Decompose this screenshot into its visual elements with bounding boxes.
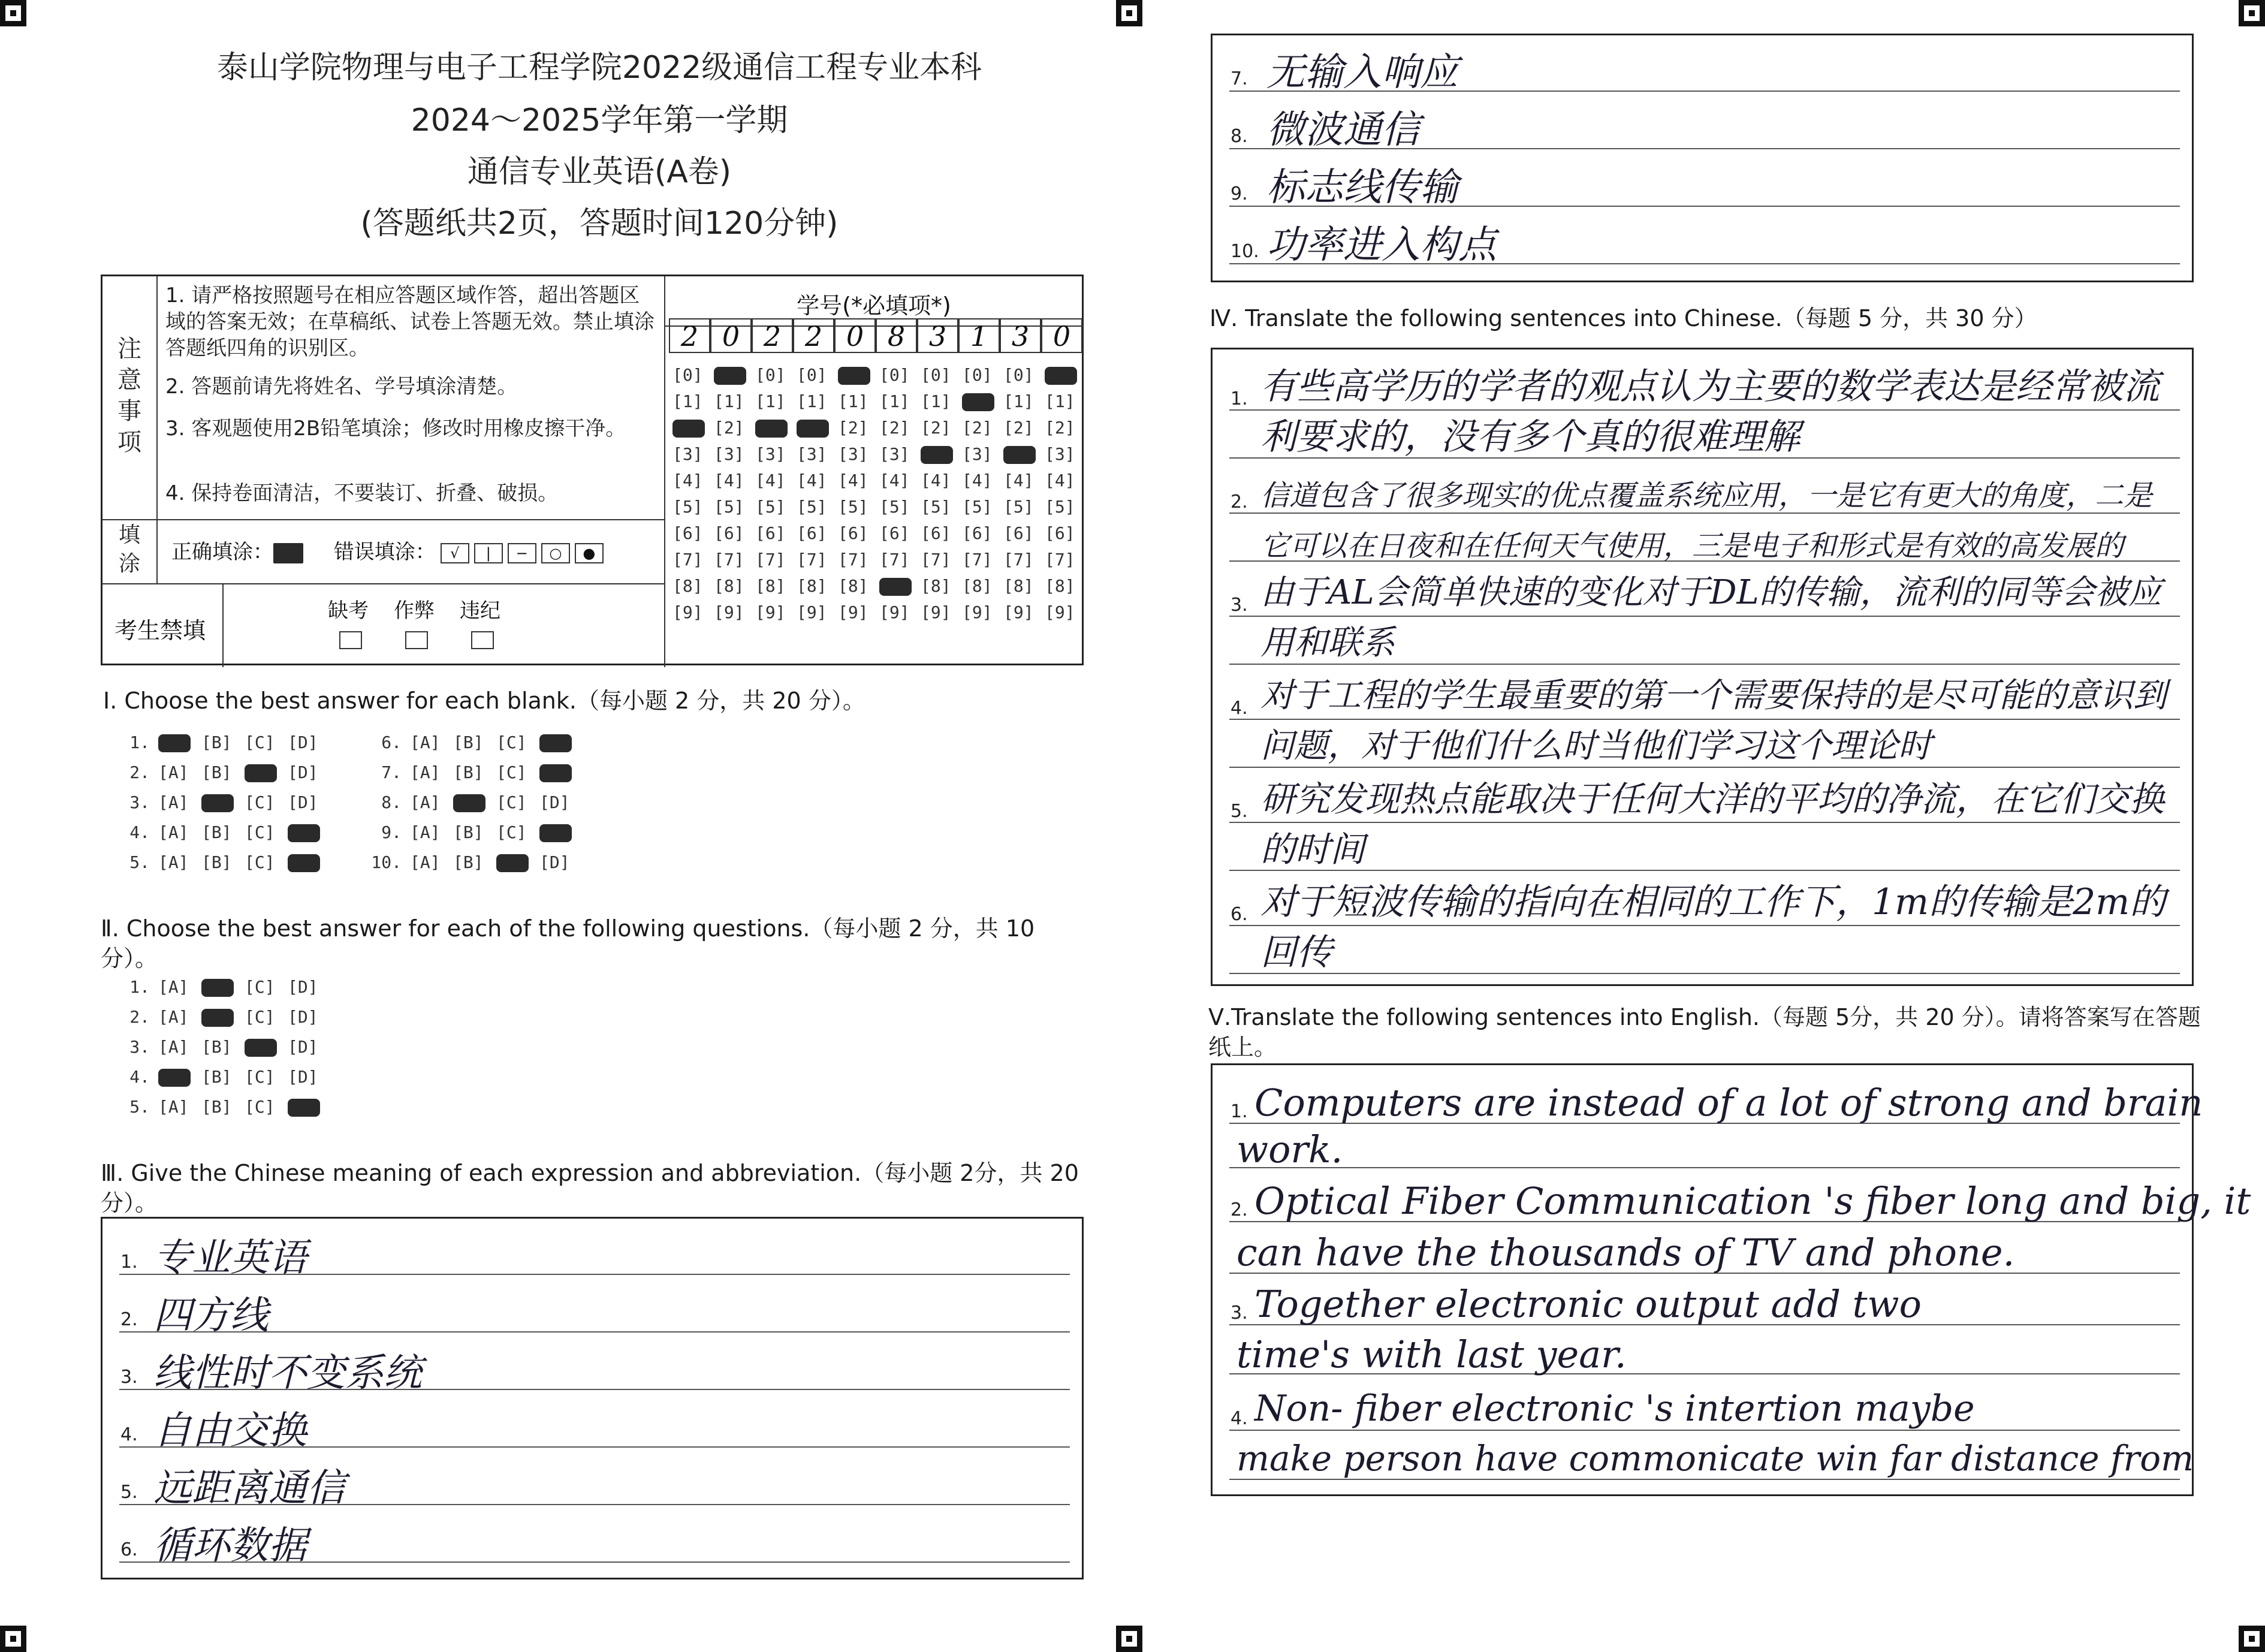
question-number: 4. [129,822,150,842]
section5-answer-box: 1. 2. 3. 4. Computers are instead of a lot of strong and brain work. Optical Fiber Communication 's fiber long and big, it can have the thousands of TV and phone. Together electronic output add two time's with last year. Non- fiber electronic 's intertion maybe make person have commonicate win far distance from [1211,1063,2194,1496]
answer-bubble[interactable]: [C] [245,792,275,812]
s1-question-row [114,792,331,812]
student-id-bubble[interactable]: [3] [714,444,744,464]
s3-answer-6: 循环数据 [153,1524,307,1568]
student-id-bubble[interactable]: [5] [755,497,786,517]
bubble-fill [496,854,529,872]
student-id-bubble[interactable]: [5] [1003,497,1034,517]
question-number: 5. [129,852,150,872]
student-id-bubble[interactable]: [5] [714,497,744,517]
student-id-bubble[interactable]: [4] [962,471,993,490]
answer-bubble-filled[interactable] [539,732,583,752]
s5-answer-3-line1: Together electronic output add two [1254,1282,1922,1326]
wrong-sample-circle: ○ [541,543,570,563]
student-id-digit-cell[interactable]: 0 [1041,318,1082,353]
answer-bubble[interactable]: [B] [201,1067,232,1087]
student-id-bubble[interactable]: [5] [838,497,868,517]
answer-bubble-filled[interactable] [539,822,583,842]
answer-bubble-filled[interactable] [201,792,245,812]
answer-bubble[interactable]: [D] [288,732,318,752]
answer-bubble-filled[interactable] [288,852,331,872]
student-id-bubble[interactable]: [8] [838,576,868,596]
question-number: 1. [129,977,150,997]
answer-bubble-filled[interactable] [158,1067,201,1087]
answer-bubble[interactable]: [D] [539,852,570,872]
s1-question-row [114,762,331,782]
student-id-bubble-filled[interactable] [1045,365,1077,385]
student-id-bubble[interactable]: [1] [838,391,868,411]
answer-bubble[interactable]: [A] [158,1037,189,1057]
s5-answer-1-line1: Computers are instead of a lot of strong and brain [1254,1081,2203,1125]
answer-bubble[interactable]: [B] [201,1097,232,1117]
exam-title-school: 泰山学院物理与电子工程学院2022级通信工程专业本科 [216,50,982,86]
student-id-bubble[interactable]: [9] [838,602,868,622]
student-id-bubble[interactable]: [9] [797,602,827,622]
answer-bubble-filled[interactable] [201,1007,245,1027]
bubble-fill [201,794,234,812]
student-id-bubble[interactable]: [6] [672,523,703,543]
answer-bubble[interactable]: [B] [201,822,232,842]
answer-bubble[interactable]: [C] [496,792,527,812]
student-id-bubble[interactable]: [3] [1045,444,1075,464]
bubble-fill [539,824,572,842]
answer-bubble-filled[interactable] [245,762,288,782]
notice-item-3: 3. 客观题使用2B铅笔填涂；修改时用橡皮擦干净。 [165,417,626,441]
fill-label: 填涂 [118,523,140,576]
student-id-bubble[interactable]: [4] [714,471,744,490]
bubble-fill [921,446,953,464]
student-id-bubble[interactable]: [2] [962,418,993,438]
student-id-bubble[interactable]: [5] [921,497,951,517]
student-id-bubble[interactable]: [8] [921,576,951,596]
bubble-fill [539,764,572,782]
student-id-bubble[interactable]: [4] [1003,471,1034,490]
answer-bubble[interactable]: [D] [288,762,318,782]
section3-answer-box-continued: 7. 8. 9. 10. 无输入响应 微波通信 标志线传输 功率进入构点 [1211,34,2194,282]
student-id-bubble[interactable]: [7] [1045,550,1075,569]
question-number: 1. [129,732,150,752]
corner-marker-bottom-center [1116,1626,1142,1652]
answer-bubble-filled[interactable] [158,732,201,752]
student-id-bubble[interactable]: [3] [879,444,910,464]
s1-question-row [366,822,583,842]
student-id-bubble[interactable]: [7] [921,550,951,569]
section3-heading: Ⅲ. Give the Chinese meaning of each expression and abbreviation.（每小题 2分，共 20分）。 [101,1160,1079,1216]
student-id-bubble[interactable]: [6] [714,523,744,543]
s3-answer-3: 线性时不变系统 [153,1351,422,1395]
answer-bubble-filled[interactable] [496,852,539,872]
violation-label: 违纪 [460,599,500,623]
student-id-bubble[interactable]: [0] [879,365,910,385]
answer-bubble-filled[interactable] [288,822,331,842]
bubble-fill [158,1069,191,1087]
student-id-bubble-filled[interactable] [921,444,953,464]
student-id-bubble[interactable]: [7] [714,550,744,569]
student-id-bubble[interactable]: [8] [672,576,703,596]
student-id-bubble[interactable]: [5] [962,497,993,517]
notice-label: 注意事项 [117,335,141,456]
student-id-digit-cell[interactable]: 3 [917,318,958,353]
bubble-fill [245,1039,277,1057]
bubble-fill [201,1009,234,1027]
s1-question-row [366,792,583,812]
student-id-bubble-filled[interactable] [962,391,994,411]
student-id-bubble[interactable]: [7] [838,550,868,569]
s5-answer-2-line2: can have the thousands of TV and phone. [1236,1231,2015,1274]
student-id-bubble[interactable]: [8] [1003,576,1034,596]
answer-bubble[interactable]: [C] [245,1007,275,1027]
question-number: 6. [381,732,402,752]
student-id-bubble[interactable]: [7] [755,550,786,569]
s5-answer-2-line1: Optical Fiber Communication 's fiber long and big, it [1254,1179,2251,1223]
cheat-label: 作弊 [394,599,435,623]
s5-answer-4-line1: Non- fiber electronic 's intertion maybe [1254,1388,1975,1430]
student-id-bubble[interactable]: [9] [921,602,951,622]
student-id-bubble[interactable]: [0] [797,365,827,385]
bubble-fill [1003,446,1036,464]
wrong-fill-label: 错误填涂： [333,540,436,564]
s3-answer-5: 远距离通信 [153,1466,345,1511]
s4-answer-2: 信道包含了很多现实的优点覆盖系统应用，一是它有更大的角度，二是它可以在日夜和在任何天气使用，三是电子和形式是有效的高发展的 [1260,479,2153,563]
notice-item-1: 1. 请严格按照题号在相应答题区域作答，超出答题区域的答案无效；在草稿纸、试卷上答题无效。禁止填涂答题纸四角的识别区。 [165,284,655,360]
answer-bubble[interactable]: [D] [288,977,318,997]
answer-bubble[interactable]: [C] [245,1097,275,1117]
s3-answer-10: 功率进入构点 [1266,223,1497,267]
student-id-bubble[interactable]: [3] [672,444,703,464]
answer-bubble[interactable]: [D] [288,1067,318,1087]
answer-bubble[interactable]: [C] [496,822,527,842]
student-id-bubble[interactable]: [9] [672,602,703,622]
answer-bubble[interactable]: [A] [158,852,189,872]
student-id-bubble-filled[interactable] [838,365,870,385]
s1-question-row [366,762,583,782]
student-id-bubble[interactable]: [7] [797,550,827,569]
section2-heading: Ⅱ. Choose the best answer for each of the following questions.（每小题 2 分，共 10 分）。 [101,915,1035,972]
bubble-fill [453,794,485,812]
question-number: 3. [129,1037,150,1057]
answer-bubble[interactable]: [D] [288,1037,318,1057]
student-id-digit-cell[interactable]: 2 [793,318,834,353]
student-id-digit-cell[interactable]: 3 [1000,318,1041,353]
answer-bubble[interactable]: [D] [288,1007,318,1027]
s1-question-row [114,822,331,842]
answer-bubble[interactable]: [A] [158,1007,189,1027]
section3-answer-box: 1. 2. 3. 4. 5. 6. 专业英语 四方线 线性时不变系统 自由交换 远距离通信 循环数据 [101,1217,1084,1579]
student-id-bubble[interactable]: [2] [714,418,744,438]
student-id-bubble[interactable]: [8] [1045,576,1075,596]
bubble-fill [158,734,191,752]
section4-heading: Ⅳ. Translate the following sentences into Chinese.（每题 5 分，共 30 分） [1210,305,2037,331]
corner-marker-top-left [0,0,26,26]
student-id-bubble[interactable]: [3] [838,444,868,464]
student-id-bubble[interactable]: [2] [921,418,951,438]
answer-bubble[interactable]: [C] [496,732,527,752]
student-id-bubble[interactable]: [6] [797,523,827,543]
student-id-bubble[interactable]: [1] [1003,391,1034,411]
notice-item-4: 4. 保持卷面清洁，不要装订、折叠、破损。 [165,481,559,505]
student-id-bubble[interactable]: [8] [962,576,993,596]
s1-question-row [114,852,331,872]
bubble-fill [962,393,994,411]
student-id-bubble[interactable]: [4] [879,471,910,490]
student-id-bubble[interactable]: [9] [1003,602,1034,622]
answer-bubble-filled[interactable] [288,1097,331,1117]
student-id-bubble[interactable]: [1] [921,391,951,411]
student-id-bubble-filled[interactable] [714,365,746,385]
question-number: 4. [129,1067,150,1087]
s3-answer-7: 无输入响应 [1266,50,1458,95]
student-id-bubble[interactable]: [7] [1003,550,1034,569]
s4-answer-4: 对于工程的学生最重要的第一个需要保持的是尽可能的意识到问题，对于他们什么时当他们学习这个理论时 [1260,676,2167,765]
bubble-fill [288,854,320,872]
student-id-bubble[interactable]: [5] [1045,497,1075,517]
student-id-bubble[interactable]: [6] [1003,523,1034,543]
answer-bubble[interactable]: [B] [201,1037,232,1057]
student-id-bubble[interactable]: [1] [879,391,910,411]
answer-bubble[interactable]: [A] [410,852,441,872]
question-number: 10. [371,852,402,872]
answer-bubble[interactable]: [B] [201,762,232,782]
s4-answer-6: 对于短波传输的指向在相同的工作下，1m的传输是2m的回传 [1260,881,2166,973]
s4-answer-5: 研究发现热点能取决于任何大洋的平均的净流，在它们交换的时间 [1260,779,2165,870]
student-id-bubble[interactable]: [2] [1045,418,1075,438]
student-id-bubble[interactable]: [9] [1045,602,1075,622]
student-id-bubble[interactable]: [4] [921,471,951,490]
s5-answer-1-line2: work. [1236,1128,1343,1171]
student-id-bubble[interactable]: [1] [714,391,744,411]
wrong-sample-dash: − [508,543,536,563]
student-id-digit-cell[interactable]: 2 [669,318,710,353]
s1-question-row [366,732,583,752]
s2-question-row [114,977,331,997]
student-id-bubble[interactable]: [3] [962,444,993,464]
student-id-bubble[interactable]: [4] [838,471,868,490]
bubble-fill [1045,367,1077,385]
student-id-bubble[interactable]: [6] [1045,523,1075,543]
section4-answer-box: 1. 2. 3. 4. 5. 6. 有些高学历的学者的观点认为主要的数学表达是经常被流利要求的，没有多个真的很难理解 信道包含了很多现实的优点覆盖系统应用，一是它有更大的角度，二是它可以在日夜和在任何天气使用，三是电子和形式是有效的高发展的 由于AL会简单快速的变化对于DL的传输，流利的同等会被应用和联系 对于工程的学生最重要的第一个需要保持的是尽可能的意识到问题，对于他们什么时当他们学习这个理论时 研究发现热点能取决于任何大洋的平均的净流，在它们交换的时间 对于短波传输的指向在相同的工作下，1m的传输是2m的回传 [1211,348,2194,986]
student-id-bubble[interactable]: [9] [755,602,786,622]
absent-label: 缺考 [328,599,369,623]
answer-bubble[interactable]: [A] [410,732,441,752]
section5-heading: Ⅴ.Translate the following sentences into English.（每题 5分，共 20 分）。请将答案写在答题纸上。 [1208,1004,2201,1060]
answer-bubble[interactable]: [A] [410,822,441,842]
answer-bubble[interactable]: [B] [453,822,484,842]
s2-question-row [114,1067,331,1087]
bubble-fill [755,420,788,438]
bubble-fill [288,824,320,842]
corner-marker-bottom-right [2239,1626,2265,1652]
info-table [101,275,1084,665]
s1-question-row [366,852,583,872]
student-id-bubble[interactable]: [0] [962,365,993,385]
answer-bubble[interactable]: [A] [158,762,189,782]
answer-bubble[interactable]: [C] [245,1067,275,1087]
wrong-sample-dot: ● [575,543,604,563]
student-id-bubble[interactable]: [2] [1003,418,1034,438]
answer-bubble-filled[interactable] [245,1037,288,1057]
question-number: 9. [381,822,402,842]
student-id-bubble[interactable]: [6] [879,523,910,543]
student-id-bubble-filled[interactable] [755,418,788,438]
student-id-bubble[interactable]: [0] [1003,365,1034,385]
student-id-bubble[interactable]: [0] [755,365,786,385]
student-id-digit-cell[interactable]: 1 [958,318,1000,353]
student-id-bubble[interactable]: [4] [1045,471,1075,490]
student-id-bubble[interactable]: [4] [797,471,827,490]
student-id-bubble[interactable]: [9] [879,602,910,622]
answer-bubble[interactable]: [B] [201,732,232,752]
s3-answer-8: 微波通信 [1266,108,1420,152]
wrong-sample-check: √ [441,543,469,563]
s3-answer-4: 自由交换 [153,1409,307,1453]
corner-marker-top-center [1116,0,1142,26]
bubble-fill [288,1099,320,1117]
student-id-bubble[interactable]: [1] [1045,391,1075,411]
answer-bubble[interactable]: [B] [453,762,484,782]
bubble-fill [797,420,829,438]
student-id-digit-cell[interactable]: 0 [834,318,876,353]
student-id-bubble[interactable]: [6] [838,523,868,543]
s2-question-row [114,1037,331,1057]
student-id-grid [669,320,1082,660]
answer-bubble[interactable]: [C] [245,822,275,842]
absent-checkbox[interactable] [339,631,362,649]
s3-answer-2: 四方线 [153,1294,269,1338]
bubble-fill [201,979,234,997]
cheat-checkbox[interactable] [405,631,428,649]
corner-marker-top-right [2239,0,2265,26]
student-id-bubble[interactable]: [2] [879,418,910,438]
student-id-bubble[interactable]: [8] [797,576,827,596]
s4-answer-1: 有些高学历的学者的观点认为主要的数学表达是经常被流利要求的，没有多个真的很难理解 [1260,366,2160,458]
student-id-bubble[interactable]: [5] [672,497,703,517]
exam-title-course: 通信专业英语(A卷) [467,154,732,190]
student-id-bubble[interactable]: [1] [755,391,786,411]
bubble-fill [672,420,705,438]
answer-bubble[interactable]: [A] [158,977,189,997]
section1-bubbles [114,732,653,888]
question-number: 5. [129,1097,150,1117]
student-id-bubble[interactable]: [9] [714,602,744,622]
s5-answer-4-line2: make person have commonicate win far distance from [1236,1438,2194,1479]
answer-bubble[interactable]: [C] [245,732,275,752]
correct-fill-label: 正确填涂： [171,540,273,564]
student-id-bubble-filled[interactable] [672,418,705,438]
student-id-bubble[interactable]: [6] [755,523,786,543]
violation-checkbox[interactable] [471,631,494,649]
forbid-label: 考生禁填 [114,617,206,644]
student-id-bubble[interactable]: [0] [921,365,951,385]
answer-bubble[interactable]: [A] [158,1097,189,1117]
wrong-sample-bar: | [474,543,503,563]
student-id-bubble[interactable]: [0] [672,365,703,385]
student-id-title: 学号(*必填项*) [797,293,951,319]
student-id-bubble[interactable]: [3] [797,444,827,464]
student-id-bubble[interactable]: [7] [672,550,703,569]
student-id-bubble[interactable]: [6] [921,523,951,543]
student-id-bubble-filled[interactable] [879,576,912,596]
student-id-digit-cell[interactable]: 2 [752,318,793,353]
student-id-bubble[interactable]: [9] [962,602,993,622]
answer-bubble[interactable]: [C] [496,762,527,782]
s2-question-row [114,1007,331,1027]
student-id-bubble[interactable]: [8] [714,576,744,596]
answer-bubble[interactable]: [D] [288,792,318,812]
answer-bubble[interactable]: [C] [245,852,275,872]
student-id-digit-cell[interactable]: 8 [876,318,917,353]
question-number: 8. [381,792,402,812]
question-number: 7. [381,762,402,782]
student-id-bubble[interactable]: [1] [672,391,703,411]
s4-answer-3: 由于AL会简单快速的变化对于DL的传输，流利的同等会被应用和联系 [1260,573,2162,662]
student-id-bubble[interactable]: [4] [755,471,786,490]
answer-bubble-filled[interactable] [453,792,496,812]
student-id-bubble[interactable]: [6] [962,523,993,543]
notice-item-2: 2. 答题前请先将姓名、学号填涂清楚。 [165,375,518,399]
bubble-fill [714,367,746,385]
answer-bubble[interactable]: [A] [158,792,189,812]
student-id-bubble[interactable]: [7] [962,550,993,569]
student-id-digit-cell[interactable]: 0 [710,318,752,353]
answer-bubble[interactable]: [A] [410,762,441,782]
student-id-bubble[interactable]: [4] [672,471,703,490]
student-id-bubble[interactable]: [8] [755,576,786,596]
section2-bubbles [114,977,414,1133]
s3-answer-1: 专业英语 [153,1236,307,1280]
correct-fill-sample [273,543,303,563]
bubble-fill [539,734,572,752]
s5-answer-3-line2: time's with last year. [1236,1333,1627,1376]
bubble-fill [879,578,912,596]
s1-question-row [114,732,331,752]
student-id-bubble[interactable]: [1] [797,391,827,411]
answer-bubble[interactable]: [B] [453,852,484,872]
answer-bubble-filled[interactable] [201,977,245,997]
student-id-bubble-filled[interactable] [797,418,829,438]
answer-bubble[interactable]: [B] [453,732,484,752]
answer-bubble[interactable]: [C] [245,977,275,997]
bubble-fill [245,764,277,782]
student-id-bubble[interactable]: [7] [879,550,910,569]
student-id-bubble[interactable]: [5] [797,497,827,517]
question-number: 2. [129,762,150,782]
answer-bubble[interactable]: [D] [539,792,570,812]
corner-marker-bottom-left [0,1626,26,1652]
question-number: 3. [129,792,150,812]
exam-title-term: 2024～2025学年第一学期 [411,103,788,138]
student-id-bubble[interactable]: [5] [879,497,910,517]
s2-question-row [114,1097,331,1117]
student-id-bubble-filled[interactable] [1003,444,1036,464]
question-number: 2. [129,1007,150,1027]
section1-heading: Ⅰ. Choose the best answer for each blank.（每小题 2 分，共 20 分）。 [103,688,865,714]
s3-answer-9: 标志线传输 [1266,165,1458,210]
answer-bubble[interactable]: [A] [410,792,441,812]
answer-bubble[interactable]: [B] [201,852,232,872]
answer-bubble[interactable]: [A] [158,822,189,842]
student-id-bubble[interactable]: [3] [755,444,786,464]
answer-bubble-filled[interactable] [539,762,583,782]
bubble-fill [838,367,870,385]
student-id-bubble[interactable]: [2] [838,418,868,438]
fill-example-row [171,535,604,565]
exam-title-note: (答题纸共2页，答题时间120分钟) [360,206,839,242]
